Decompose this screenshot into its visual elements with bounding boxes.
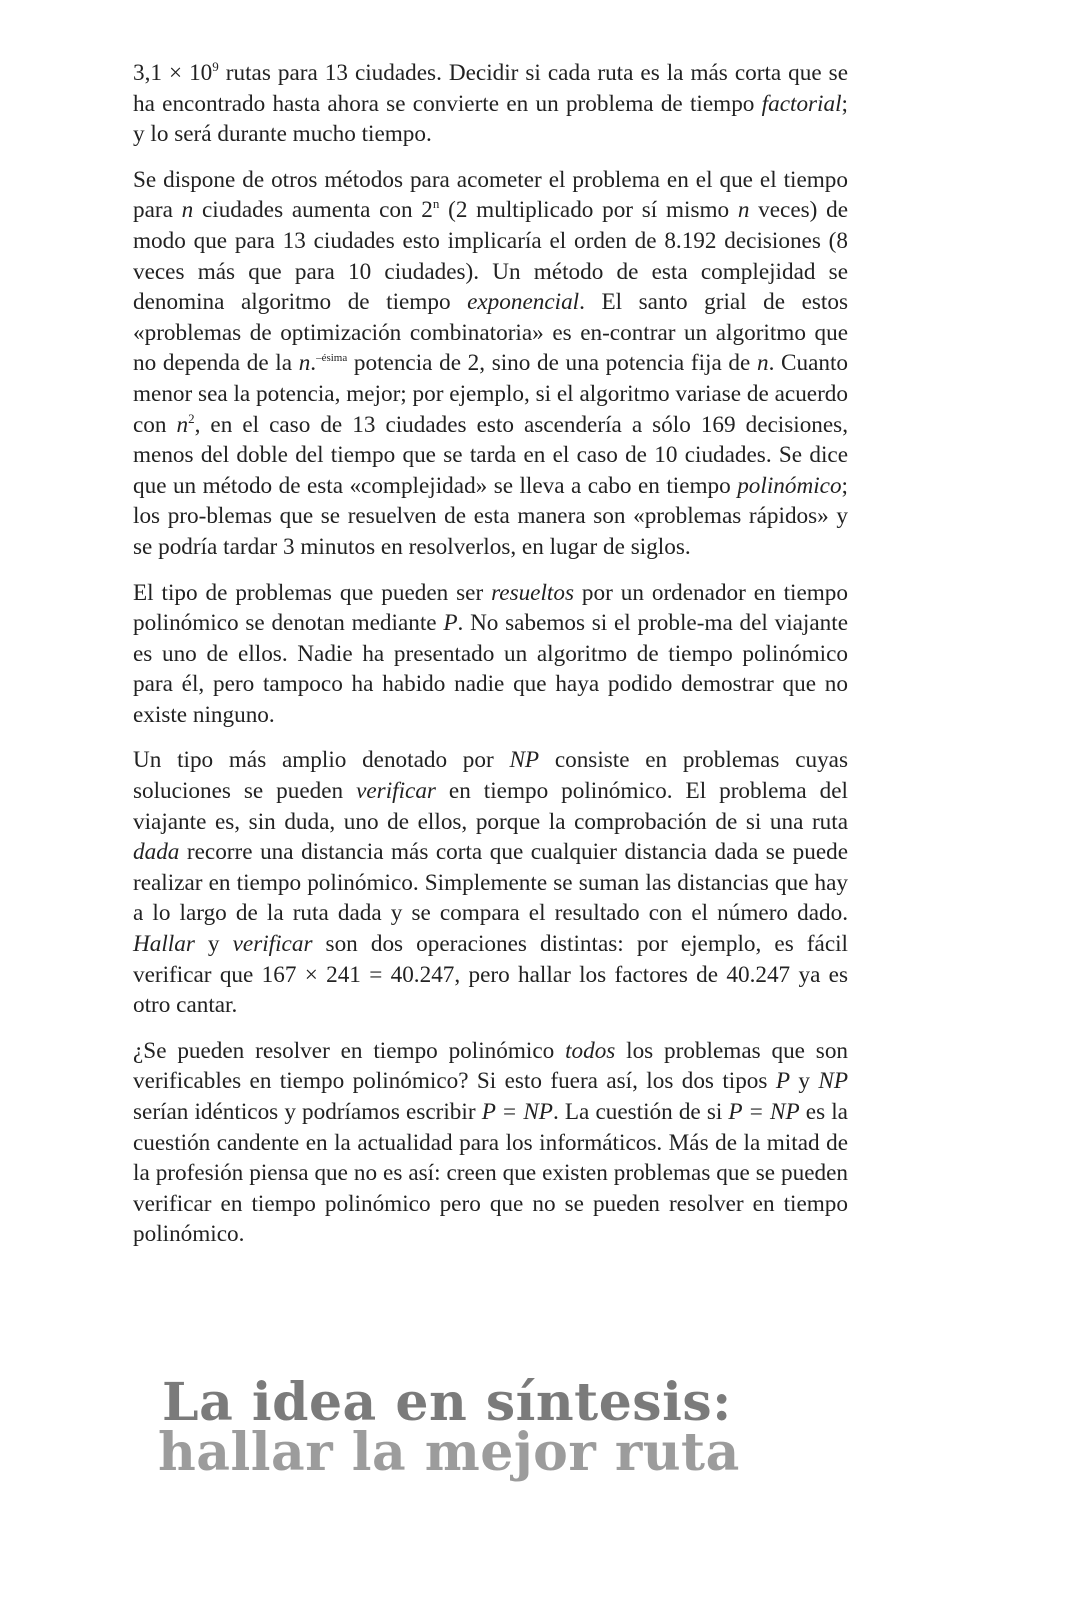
superscript: n	[432, 196, 440, 212]
text-run: (2 multiplicado por sí mismo	[439, 197, 738, 224]
emphasis-text: verificar	[356, 778, 436, 805]
text-run: recorre una distancia más corta que cualquier distancia dada se puede realizar en tiempo polinómico. Simplemente se suman las distancias que hay a lo largo de la ruta dada y se compara el resultado con el número dado.	[133, 839, 848, 927]
text-run: . No sabemos si el proble-ma del viajante es uno de ellos. Nadie ha presentado un algoritmo de tiempo polinómico para él, pero tampoco ha habido nadie que haya podido demostrar que no existe ninguno.	[133, 610, 848, 728]
emphasis-text: dada	[133, 839, 180, 866]
emphasis-text: todos	[565, 1037, 616, 1064]
body-text	[133, 58, 848, 1265]
text-run: Un tipo más amplio denotado por	[133, 747, 510, 774]
text-run: . El santo grial de estos «problemas de optimización combinatoria» es en-contrar un algoritmo que no dependa de la	[133, 289, 848, 377]
summary-heading	[158, 1372, 882, 1483]
text-run: y	[194, 931, 233, 958]
text-run: 3,1 × 10	[133, 60, 213, 86]
emphasis-text: polinómico	[737, 472, 842, 499]
text-run: en tiempo polinómico. El problema del viajante es, sin duda, uno de ellos, porque la comprobación de si una ruta	[133, 778, 848, 835]
emphasis-text: n	[298, 350, 311, 377]
summary-heading-line2: hallar la mejor ruta	[158, 1422, 740, 1483]
emphasis-text: verificar	[232, 931, 313, 958]
emphasis-text: n	[756, 350, 769, 377]
text-run: ¿Se pueden resolver en tiempo polinómico	[133, 1037, 566, 1064]
emphasis-text: NP	[818, 1068, 848, 1095]
emphasis-text: NP	[509, 747, 540, 774]
text-run: es la cuestión candente en la actualidad para los informáticos. Más de la mitad de la profesión piensa que no es así: creen que existen problemas que se pueden verificar en tiempo polinómico pero que no se pueden resolver en tiempo polinómico.	[133, 1099, 848, 1248]
text-run: ; los pro-blemas que se resuelven de esta manera son «problemas rápidos» y se podría tardar 3 minutos en resolverlos, en lugar de siglos.	[133, 472, 848, 560]
emphasis-text: n	[176, 411, 189, 438]
paragraph-p-equals-np	[133, 1036, 848, 1250]
text-run: ciudades aumenta con 2	[193, 197, 433, 224]
emphasis-text: n	[181, 197, 194, 224]
emphasis-text: P = NP	[728, 1099, 800, 1125]
emphasis-text: P	[775, 1068, 790, 1095]
text-run: consiste en problemas cuyas soluciones se pueden	[133, 747, 848, 805]
paragraph-factorial-time	[133, 58, 848, 150]
text-run: son dos operaciones distintas: por ejemplo, es fácil verificar que 167 × 241 = 40.247, pero hallar los factores de 40.247 ya es otro cantar.	[133, 931, 848, 1019]
emphasis-text: Hallar	[133, 931, 195, 958]
emphasis-text: P	[443, 610, 458, 637]
emphasis-text: P = NP	[481, 1099, 553, 1125]
paragraph-class-p	[133, 578, 848, 731]
emphasis-text: exponencial	[467, 289, 580, 316]
emphasis-text: resueltos	[491, 579, 574, 606]
text-run: veces) de modo que para 13 ciudades esto implicaría el orden de 8.192 decisiones (8 veces más que para 10 ciudades). Un método de esta complejidad se denomina algoritmo de tiempo	[133, 197, 848, 316]
emphasis-text: factorial	[761, 90, 842, 117]
text-run: El tipo de problemas que pueden ser	[133, 579, 492, 606]
text-run: ; y lo será durante mucho tiempo.	[133, 90, 848, 148]
text-run: por un ordenador en tiempo polinómico se denotan mediante	[133, 579, 848, 637]
text-run: .	[310, 350, 317, 377]
superscript: –ésima	[316, 352, 348, 365]
text-run: potencia de 2, sino de una potencia fija de	[347, 350, 757, 377]
text-run: Se dispone de otros métodos para acometer el problema en el que el tiempo para	[133, 166, 848, 224]
text-run: y	[789, 1068, 819, 1095]
text-run: los problemas que son verificables en tiempo polinómico? Si esto fuera así, los dos tipos	[133, 1037, 849, 1095]
superscript: 2	[188, 410, 195, 426]
text-run: rutas para 13 ciudades. Decidir si cada ruta es la más corta que se ha encontrado hasta ahora se convierte en un problema de tiempo	[133, 60, 848, 117]
emphasis-text: n	[737, 197, 750, 224]
text-run: . La cuestión de si	[552, 1099, 729, 1125]
paragraph-class-np	[133, 745, 848, 1020]
paragraph-exponential-polynomial	[133, 165, 848, 563]
text-run: . Cuanto menor sea la potencia, mejor; por ejemplo, si el algoritmo variase de acuerdo con	[133, 350, 848, 438]
superscript: 9	[212, 59, 219, 74]
text-run: , en el caso de 13 ciudades esto ascendería a sólo 169 decisiones, menos del doble del tiempo que se tarda en el caso de 10 ciudades. Se dice que un método de esta «complejidad» se lleva a cabo en tiempo	[133, 411, 849, 499]
text-run: serían idénticos y podríamos escribir	[133, 1099, 482, 1125]
summary-heading-line1: La idea en síntesis:	[162, 1372, 732, 1433]
